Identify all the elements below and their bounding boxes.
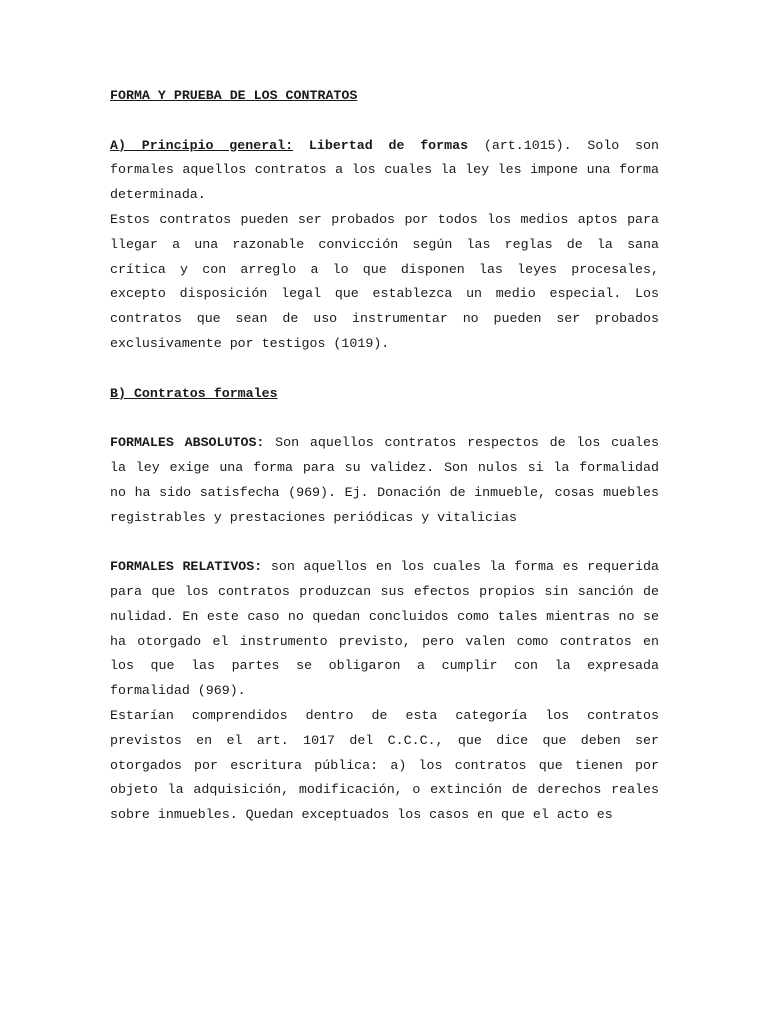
document-page — [110, 84, 659, 828]
formales-absolutos-paragraph — [110, 431, 659, 530]
spacer — [110, 530, 659, 555]
section-a-bold-phrase: Libertad de formas — [308, 137, 469, 153]
formales-absolutos-label: FORMALES ABSOLUTOS: — [110, 435, 265, 451]
section-a-intro-text: (art.1015). Solo son formales aquellos contratos a los cuales la ley les impone una forma determinada. — [110, 137, 659, 203]
formales-relativos-text: son aquellos en los cuales la forma es requerida para que los contratos produzcan sus efectos propios sin sanción de nulidad. En este caso no quedan concluidos como tales mientras no se ha otorgado el instrumento previsto, pero valen como contratos en los que las partes se obligaron a cumplir con la expresada formalidad (969). — [110, 559, 659, 699]
categoria-paragraph: Estarían comprendidos dentro de esta categoría los contratos previstos en el art. 1017 del C.C.C., que dice que deben ser otorgados por escritura pública: a) los contratos que tienen por objeto la adquisición, modificación, o extinción de derechos reales sobre inmuebles. Quedan exceptuados los casos en que el acto es — [110, 707, 659, 823]
section-a-paragraph: Estos contratos pueden ser probados por todos los medios aptos para llegar a una razonable convicción según las reglas de la sana crítica y con arreglo a lo que disponen las leyes procesales, excepto disposición legal que establezca un medio especial. Los contratos que sean de uso instrumentar no pueden ser probados exclusivamente por testigos (1019). — [110, 211, 659, 351]
formales-relativos-label: FORMALES RELATIVOS: — [110, 559, 263, 575]
formales-relativos-paragraph — [110, 555, 659, 704]
section-a-intro — [110, 134, 659, 208]
section-b-heading: B) Contratos formales — [110, 385, 278, 401]
document-title: FORMA Y PRUEBA DE LOS CONTRATOS — [110, 88, 358, 103]
section-a-heading: A) Principio general: — [110, 137, 294, 153]
spacer — [110, 406, 659, 431]
spacer — [110, 357, 659, 382]
spacer — [110, 109, 659, 134]
formales-absolutos-text: Son aquellos contratos respectos de los cuales la ley exige una forma para su validez. Son nulos si la formalidad no ha sido satisfecha (969). Ej. Donación de inmueble, cosas muebles registrables y prestaciones periódicas y vitalicias — [110, 435, 659, 525]
